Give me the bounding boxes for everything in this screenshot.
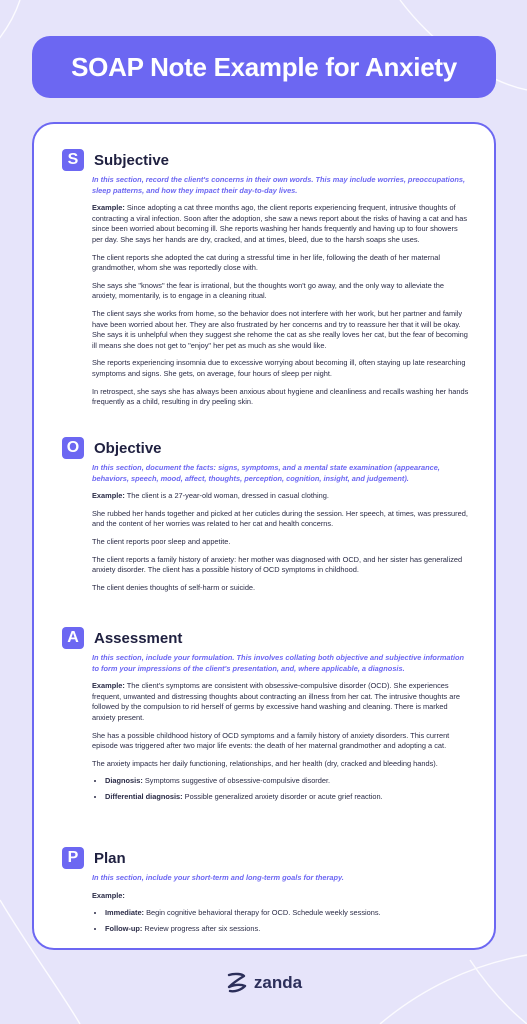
list-item: • Immediate: Begin cognitive behavioral therapy for OCD. Schedule weekly sessions. — [105, 908, 470, 919]
paragraph: She rubbed her hands together and picked at her cuticles during the session. Her speech, at times, was pressured, and the content of her worries was related to her cat and health concerns. — [92, 508, 468, 529]
section-title: Plan — [94, 849, 126, 867]
section-intro: In this section, record the client's concerns in their own words. This may include worries, preoccupations, sleep patterns, and how they impact their day-to-day lives. — [92, 175, 466, 195]
assessment-section — [62, 626, 470, 808]
example-text: Since adopting a cat three months ago, the client reports experiencing frequent, intrusive thoughts of contracting a viral infection. Soon after the adoption, she saw a news report about the risks of having a cat and has since been worried about becoming ill. She reports washing her hands frequently and having up to four showers per day. She says her hands are dry, cracked, and at times, bleed, due to the harsh soaps she uses. — [92, 203, 468, 244]
paragraph: She says she "knows" the fear is irrational, but the thoughts won't go away, and the only way to alleviate the anxiety, momentarily, is to engage in a cleaning ritual. — [92, 280, 445, 301]
paragraph: The client reports she adopted the cat during a stressful time in her life, following the death of her maternal grandmother, whom she was reportedly close with. — [92, 252, 440, 273]
brand-name: zanda — [253, 973, 303, 992]
section-title: Objective — [94, 439, 162, 457]
example-label: Example: — [92, 890, 125, 900]
paragraph: The anxiety impacts her daily functioning, relationships, and her health (dry, cracked and bleeding hands). — [92, 758, 438, 768]
section-title: Assessment — [94, 629, 183, 647]
soap-note-card — [32, 122, 496, 950]
section-letter-badge: P — [62, 847, 84, 869]
section-letter-badge: S — [62, 149, 84, 171]
section-title: Subjective — [94, 151, 170, 169]
example-text: The client's symptoms are consistent with obsessive-compulsive disorder (OCD). She experiences frequent, unwanted and distressing thoughts about contracting an illness from her cat. The intrusive thoughts are followed by the compulsion to rid herself of germs by excessive hand washing and cleaning. There is marked anxiety present. — [92, 681, 460, 722]
footer — [0, 970, 527, 996]
example-paragraph — [92, 203, 470, 245]
objective-section — [62, 436, 470, 600]
paragraph: In retrospect, she says she has always been anxious about hygiene and cleanliness and recalls washing her hands frequently as a child, resulting in dry peeling skin. — [92, 386, 469, 407]
page-title: SOAP Note Example for Anxiety — [32, 36, 496, 98]
example-label: Example: — [92, 681, 125, 691]
bullet-list — [92, 908, 470, 934]
section-intro: In this section, include your formulation. This involves collating both objective and subjective information to form your impressions of the client's presentation, and, where applicable, a diagnosis. — [92, 653, 465, 673]
example-text: The client is a 27-year-old woman, dressed in casual clothing. — [124, 491, 329, 501]
section-intro: In this section, include your short-term and long-term goals for therapy. — [92, 873, 344, 882]
paragraph: She has a possible childhood history of OCD symptoms and a family history of anxiety disorders. This current episode was triggered after two major life events: the death of her maternal grandmother and adopting a cat. — [92, 730, 450, 751]
list-item: • Diagnosis: Symptoms suggestive of obsessive-compulsive disorder. — [105, 776, 470, 787]
section-intro: In this section, document the facts: signs, symptoms, and a mental state examination (appearance, behaviors, speech, mood, affect, thoughts, perception, cognition, insight, and judgement). — [92, 463, 440, 483]
paragraph: The client says she works from home, so the behavior does not interfere with her work, but her partner and family have been worried about her. They are also frustrated by her concerns and try to reassure her that it will be okay. She says it is unhelpful when they suggest she rehome the cat as she really loves her cat, but the fear of becoming ill means she does not get to "enjoy" her pet as much as she would like. — [92, 308, 468, 350]
zanda-logo-icon — [225, 972, 249, 994]
paragraph: The client reports a family history of anxiety: her mother was diagnosed with OCD, and her sister has generalized anxiety disorder. The client has a possible history of OCD symptoms in childhood. — [92, 554, 463, 575]
plan-section — [62, 846, 470, 939]
section-letter-badge: A — [62, 627, 84, 649]
example-paragraph — [92, 491, 470, 502]
paragraph: The client reports poor sleep and appetite. — [92, 536, 231, 546]
example-label: Example: — [92, 491, 125, 501]
subjective-section — [62, 148, 470, 415]
example-paragraph — [92, 681, 470, 723]
list-item: • Differential diagnosis: Possible generalized anxiety disorder or acute grief reaction. — [105, 792, 470, 803]
paragraph: She reports experiencing insomnia due to excessive worrying about becoming ill, often staying up late researching symptoms and signs. She gets, on average, four hours of sleep per night. — [92, 358, 466, 378]
section-letter-badge: O — [62, 437, 84, 459]
example-label: Example: — [92, 203, 125, 213]
example-paragraph — [92, 891, 470, 902]
list-item: • Follow-up: Review progress after six sessions. — [105, 924, 470, 935]
bullet-list — [92, 776, 470, 802]
paragraph: The client denies thoughts of self-harm or suicide. — [92, 582, 256, 592]
